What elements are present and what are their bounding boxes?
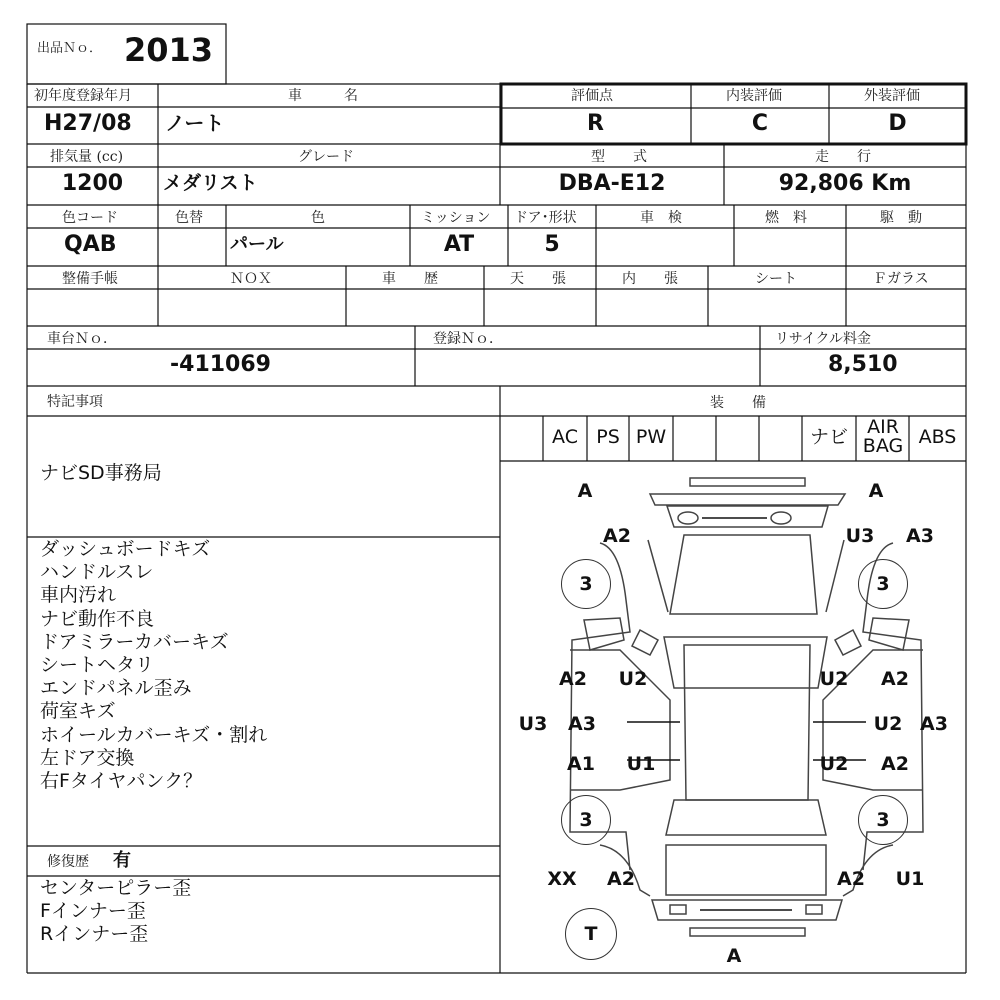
lot-number: 2013	[124, 31, 214, 69]
damage-code: A	[868, 480, 884, 502]
car-name-value: ノート	[165, 111, 225, 135]
color-code-label: 色コード	[62, 210, 118, 226]
equipment-ac: AC	[552, 426, 578, 448]
inspection-label: 車 検	[640, 210, 682, 226]
damage-code: U1	[895, 868, 925, 890]
damage-code: A3	[920, 713, 948, 735]
repair-list	[40, 877, 191, 947]
exterior-grade-label: 外装評価	[864, 88, 920, 104]
color-code-value: QAB	[64, 232, 117, 257]
damage-code: U2	[819, 668, 849, 690]
recolor-label: 色替	[175, 210, 203, 226]
notes-item: エンドパネル歪み	[40, 677, 192, 700]
damage-code: U2	[618, 668, 648, 690]
tire-rear-right: 3	[858, 795, 908, 845]
tire-rear-left: 3	[561, 795, 611, 845]
transmission-value: AT	[443, 232, 475, 257]
model-label: 型 式	[591, 149, 647, 165]
front-glass-label: Ｆガラス	[873, 271, 929, 287]
damage-code: U3	[518, 713, 548, 735]
recycle-fee-value: 8,510	[828, 352, 898, 377]
notes-item: 荷室キズ	[40, 700, 116, 723]
reg-date-label: 初年度登録年月	[34, 88, 132, 104]
repair-history-label: 修復歴	[47, 854, 89, 870]
lot-label: 出品Ｎｏ．	[37, 41, 103, 56]
damage-code: A2	[607, 868, 635, 890]
transmission-label: ミッション	[421, 210, 491, 226]
equipment-label: 装 備	[710, 395, 766, 411]
damage-code: A2	[881, 753, 909, 775]
interior-grade-label: 内装評価	[726, 88, 782, 104]
chassis-number-label: 車台Ｎｏ．	[47, 331, 117, 347]
tire-front-right: 3	[858, 559, 908, 609]
repair-item: センターピラー歪	[40, 877, 192, 899]
grade-label: グレード	[298, 149, 354, 165]
mileage-value: 92,806 Km	[778, 171, 912, 196]
damage-code: U2	[819, 753, 849, 775]
damage-code: U2	[873, 713, 903, 735]
spare-tire: T	[565, 908, 617, 960]
damage-code: A	[577, 480, 593, 502]
repair-item: Rインナー歪	[40, 923, 149, 946]
equipment-airbag: AIR BAG	[862, 416, 904, 457]
damage-code: A3	[568, 713, 596, 735]
reg-date-value: H27/08	[44, 111, 132, 136]
registration-number-label: 登録Ｎｏ．	[433, 331, 503, 347]
notes-item: ハンドルスレ	[40, 561, 154, 584]
displacement-label: 排気量 (cc)	[50, 149, 124, 165]
notes-item: 右Fタイヤパンク？	[40, 770, 203, 793]
score-label: 評価点	[571, 88, 613, 104]
score-value: R	[587, 111, 604, 136]
interior-grade-value: C	[751, 111, 769, 136]
equipment-ps: PS	[596, 426, 620, 448]
damage-code: A2	[559, 668, 587, 690]
damage-code: XX	[547, 868, 577, 890]
notes-item: ダッシュボードキズ	[40, 538, 211, 560]
notes-item: ホイールカバーキズ・割れ	[40, 723, 268, 746]
damage-code: A3	[906, 525, 934, 547]
fuel-label: 燃 料	[765, 210, 807, 226]
door-shape-label: ドア･形状	[514, 210, 577, 226]
damage-code: A	[726, 945, 742, 967]
displacement-value: 1200	[61, 171, 124, 196]
notes-item: シートヘタリ	[40, 654, 155, 677]
equipment-pw: PW	[635, 426, 667, 448]
color-label: 色	[311, 210, 325, 226]
repair-item: Fインナー歪	[40, 900, 146, 923]
notes-label: 特記事項	[47, 394, 103, 410]
repair-history-value: 有	[113, 850, 131, 871]
drive-label: 駆 動	[880, 210, 922, 226]
damage-code: A2	[837, 868, 865, 890]
notes-item: 車内汚れ	[40, 584, 117, 607]
notes-list	[40, 538, 267, 793]
damage-code: A1	[567, 753, 595, 775]
model-value: DBA-E12	[558, 171, 666, 196]
equipment-navi: ナビ	[809, 426, 848, 448]
maintenance-book-label: 整備手帳	[62, 271, 118, 287]
interior-trim-label: 内 張	[622, 271, 678, 287]
recycle-fee-label: リサイクル料金	[775, 331, 872, 347]
car-name-label: 車 名	[288, 88, 358, 104]
door-shape-value: 5	[544, 232, 560, 257]
damage-code: U3	[845, 525, 875, 547]
seat-label: シート	[755, 271, 797, 287]
damage-code: A2	[603, 525, 631, 547]
notes-main: ナビSD事務局	[40, 462, 162, 484]
chassis-number-value: -411069	[170, 352, 271, 377]
mileage-label: 走 行	[815, 149, 871, 165]
nox-label: ＮＯＸ	[230, 271, 272, 287]
grade-value: メダリスト	[163, 172, 258, 194]
notes-item: ナビ動作不良	[40, 607, 155, 630]
color-value: パール	[230, 234, 284, 255]
equipment-abs: ABS	[918, 426, 957, 448]
car-history-label: 車 歴	[382, 271, 438, 287]
ceiling-label: 天 張	[510, 271, 566, 287]
notes-item: 左ドア交換	[40, 746, 135, 769]
notes-item: ドアミラーカバーキズ	[40, 630, 229, 653]
damage-code: A2	[881, 668, 909, 690]
exterior-grade-value: D	[888, 111, 907, 136]
tire-front-left: 3	[561, 559, 611, 609]
damage-code: U1	[626, 753, 656, 775]
